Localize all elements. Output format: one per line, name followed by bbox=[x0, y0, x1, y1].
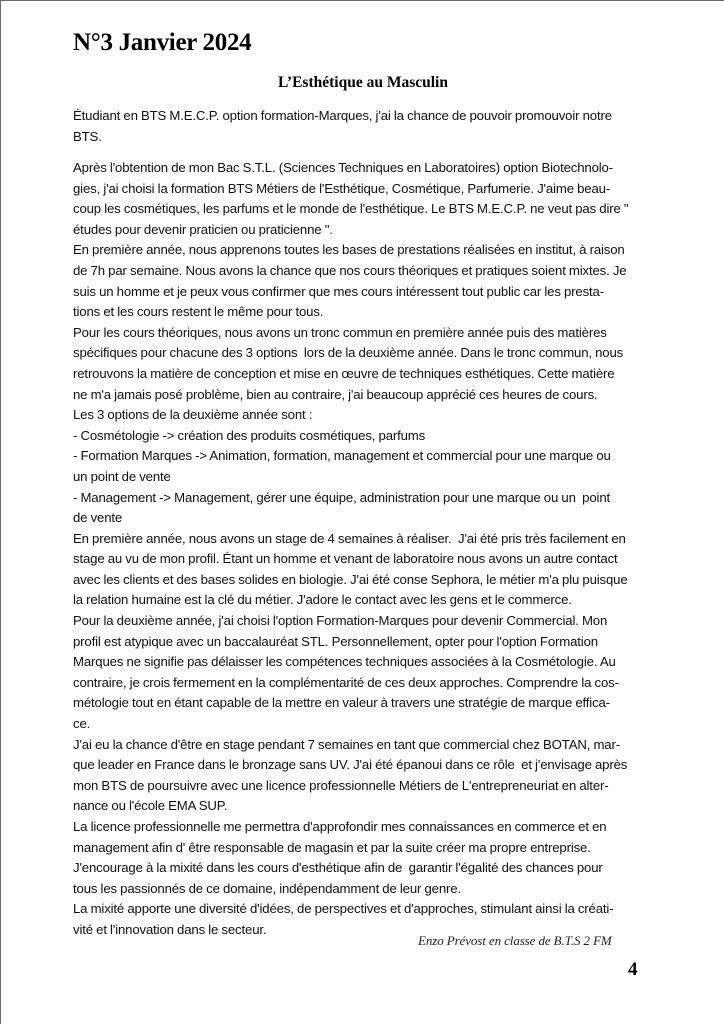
text-line: Étudiant en BTS M.E.C.P. option formation-Marques, j'ai la chance de pouvoir promouvoir notre bbox=[73, 108, 612, 123]
text-line: stage au vu de mon profil. Étant un homme et venant de laboratoire nous avons un autre contact bbox=[73, 551, 618, 567]
article-intro bbox=[73, 106, 673, 147]
text-line: avec les clients et des bases solides en biologie. J'ai été conse Sephora, le métier m'a plu puisque bbox=[73, 571, 628, 587]
text-line: Pour la deuxième année, j'ai choisi l'option Formation-Marques pour devenir Commercial. Mon bbox=[73, 613, 608, 629]
author-signature: Enzo Prévost en classe de B.T.S 2 FM bbox=[418, 933, 612, 948]
text-line: J'encourage à la mixité dans les cours d'esthétique afin de garantir l'égalité des chances pour bbox=[73, 860, 603, 876]
text-line: En première année, nous apprenons toutes les bases de prestations réalisées en institut, à raison bbox=[73, 242, 625, 258]
text-line: tions et les cours restent le même pour tous. bbox=[73, 304, 324, 320]
article-title: L’Esthétique au Masculin bbox=[278, 74, 448, 91]
text-line: BTS. bbox=[73, 128, 102, 144]
text-line: profil est atypique avec un baccalauréat STL. Personnellement, opter pour l'option Formation bbox=[73, 633, 598, 649]
text-line: spécifiques pour chacune des 3 options lors de la deuxième année. Dans le tronc commun, nous bbox=[73, 345, 624, 361]
text-line: études pour devenir praticien ou praticienne ". bbox=[73, 221, 333, 237]
text-line: nance ou l'école EMA SUP. bbox=[73, 798, 228, 814]
text-line: Marques ne signifie pas délaisser les compétences techniques associées à la Cosmétologie. Au bbox=[73, 654, 616, 670]
text-line: contraire, je crois fermement en la complémentarité de ces deux approches. Comprendre la cos- bbox=[73, 674, 619, 690]
text-line: de vente bbox=[73, 510, 123, 526]
text-line: Après l'obtention de mon Bac S.T.L. (Sciences Techniques en Laboratoires) option Biotechnolo- bbox=[73, 160, 613, 175]
issue-title: N°3 Janvier 2024 bbox=[73, 29, 252, 56]
text-line: tous les passionnés de ce domaine, indépendamment de leur genre. bbox=[73, 880, 461, 896]
text-line: - Cosmétologie -> création des produits cosmétiques, parfums bbox=[73, 427, 426, 443]
page-number: 4 bbox=[628, 959, 638, 980]
text-line: La mixité apporte une diversité d'idées, de perspectives et d'approches, stimulant ainsi la créati- bbox=[73, 901, 614, 917]
text-line: métologie tout en étant capable de la mettre en valeur à travers une stratégie de marque effica- bbox=[73, 695, 610, 711]
text-line: coup les cosmétiques, les parfums et le monde de l'esthétique. Le BTS M.E.C.P. ne veut pas dire " bbox=[73, 201, 629, 217]
text-line: un point de vente bbox=[73, 468, 171, 484]
text-line: la relation humaine est la clé du métier. J'adore le contact avec les gens et le commerce. bbox=[73, 592, 572, 608]
text-line: Les 3 options de la deuxième année sont : bbox=[73, 407, 313, 423]
text-line: En première année, nous avons un stage de 4 semaines à réaliser. J'ai été pris très facilement en bbox=[73, 530, 626, 546]
article-body bbox=[73, 158, 673, 941]
text-line: ce. bbox=[73, 716, 91, 732]
text-line: Pour les cours théoriques, nous avons un tronc commun en première année puis des matières bbox=[73, 324, 607, 340]
text-line: ne m'a jamais posé problème, bien au contraire, j'ai beaucoup apprécié ces heures de cours. bbox=[73, 386, 598, 402]
text-line: management afin d' être responsable de magasin et par la suite créer ma propre entreprise. bbox=[73, 839, 591, 855]
text-line: J'ai eu la chance d'être en stage pendant 7 semaines en tant que commercial chez BOTAN, mar- bbox=[73, 736, 620, 752]
text-line: - Management -> Management, gérer une équipe, administration pour une marque ou un point bbox=[73, 489, 611, 505]
text-line: suis un homme et je peux vous confirmer que mes cours intéressent tout public car les presta- bbox=[73, 283, 604, 299]
text-line: vité et l'innovation dans le secteur. bbox=[73, 921, 267, 937]
text-line: gies, j'ai choisi la formation BTS Métiers de l'Esthétique, Cosmétique, Parfumerie. J'aime beau- bbox=[73, 180, 611, 196]
text-line: La licence professionnelle me permettra d'approfondir mes connaissances en commerce et en bbox=[73, 819, 607, 834]
text-line: retrouvons la matière de conception et mise en œuvre de techniques esthétiques. Cette matière bbox=[73, 365, 615, 381]
text-line: - Formation Marques -> Animation, formation, management et commercial pour une marque ou bbox=[73, 448, 611, 464]
text-line: que leader en France dans le bronzage sans UV. J'ai été épanoui dans ce rôle et j'envisage après bbox=[73, 757, 628, 773]
text-line: de 7h par semaine. Nous avons la chance que nos cours théoriques et pratiques soient mixtes. Je bbox=[73, 262, 627, 278]
text-line: mon BTS de poursuivre avec une licence professionnelle Métiers de L'entrepreneuriat en alter- bbox=[73, 777, 609, 793]
